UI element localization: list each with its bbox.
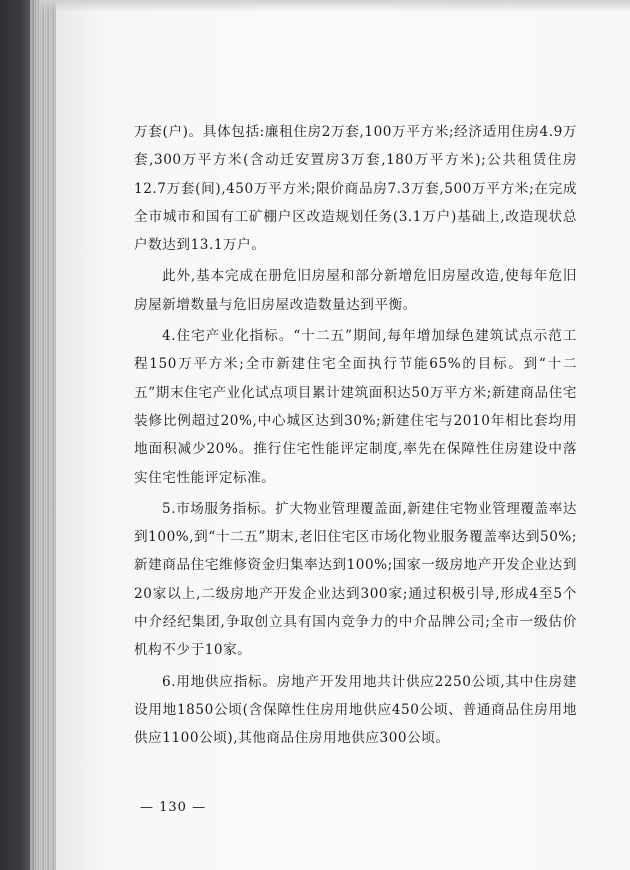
paragraph-1: 万套(户)。具体包括:廉租住房2万套,100万平方米;经济适用住房4.9万套,300万平方米(含动迁安置房3万套,180万平方米);公共租赁住房12.7万套(间),450万平方米;限价商品房7.3万套,500万平方米;在完成全市城市和国有工矿棚户区改造规划任务(3.1万户)基础上,改造现状总户数达到13.1万户。 bbox=[134, 124, 577, 254]
paragraph-4: 5.市场服务指标。扩大物业管理覆盖面,新建住宅物业管理覆盖率达到100%,到“十二五”期末,老旧住宅区市场化物业服务覆盖率达到50%;新建商品住宅维修资金归集率达到100%;国家一级房地产开发企业达到20家以上,二级房地产开发企业达到300家;通过积极引导,形成4至5个中介经纪集团,争取创立具有国内竞争力的中介品牌公司;全市一级估价机构不少于10家。 bbox=[134, 500, 577, 659]
paragraph-2: 此外,基本完成在册危旧房屋和部分新增危旧房屋改造,使每年危旧房屋新增数量与危旧房屋改造数量达到平衡。 bbox=[134, 268, 577, 313]
paragraph-3: 4.住宅产业化指标。“十二五”期间,每年增加绿色建筑试点示范工程150万平方米;全市新建住宅全面执行节能65%的目标。到“十二五”期末住宅产业化试点项目累计建筑面积达50万平方米;新建商品住宅装修比例超过20%,中心城区达到30%;新建住宅与2010年相比套均用地面积减少20%。推行住宅性能评定制度,率先在保障性住房建设中落实住宅性能评定标准。 bbox=[134, 328, 577, 486]
page-number: — 130 — bbox=[140, 800, 207, 815]
top-shadow bbox=[40, 0, 630, 12]
paragraph-5: 6.用地供应指标。房地产开发用地共计供应2250公顷,其中住房建设用地1850公顷(含保障性住房用地供应450公顷、普通商品住房用地供应1100公顷),其他商品住房用地供应300公顷。 bbox=[134, 673, 577, 747]
body-text bbox=[134, 118, 577, 753]
